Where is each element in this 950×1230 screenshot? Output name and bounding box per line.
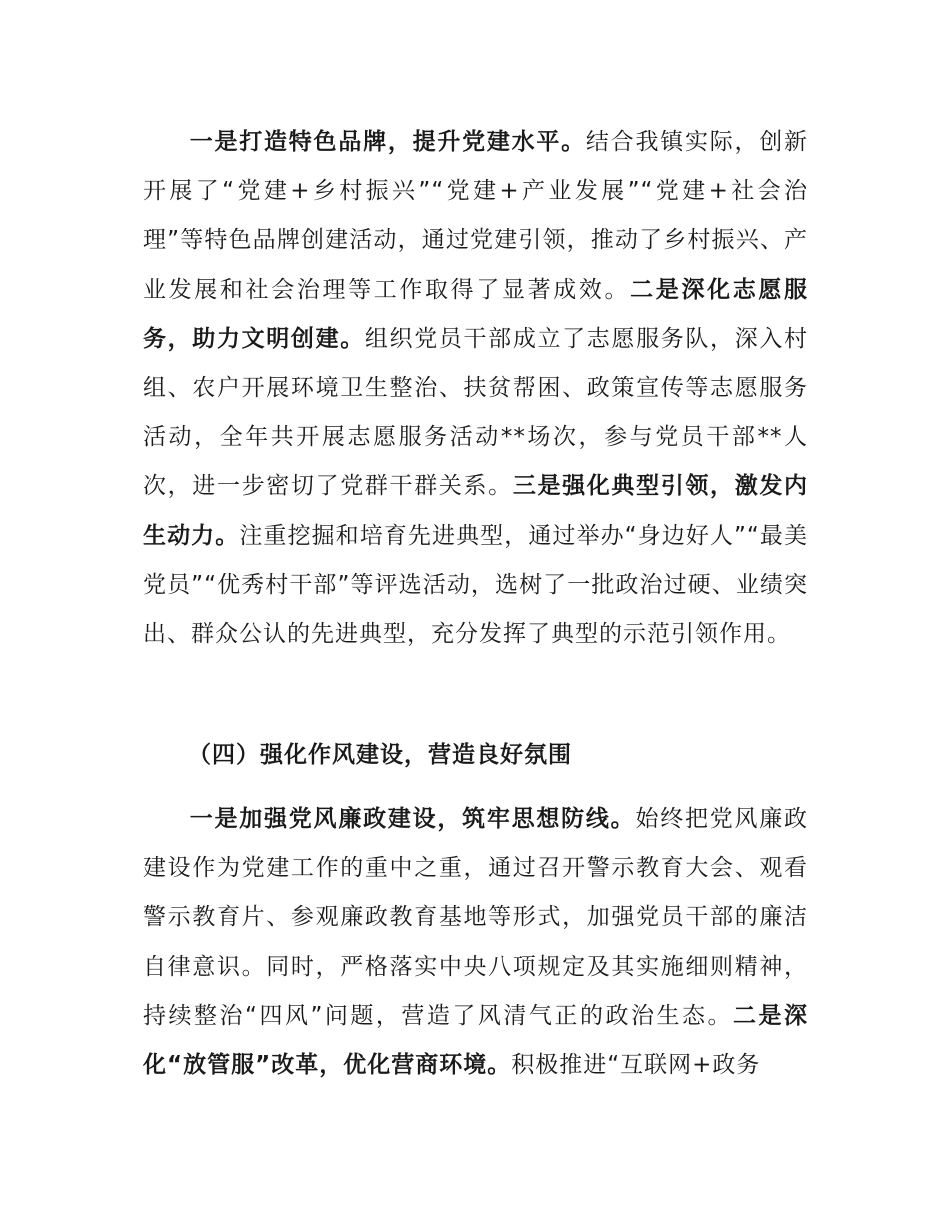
paragraph-text: 积极推进“互联网+政务: [511, 1052, 761, 1079]
paragraph-text: 始终把党风廉政建设作为党建工作的重中之重，通过召开警示教育大会、观看警示教育片、参观廉政教育基地等形式，加强党员干部的廉洁自律意识。同时，严格落实中央八项规定及其实施细则精神，持续整治“四风”问题，营造了风清气正的政治生态。: [143, 806, 809, 1029]
paragraph-text: 结合我镇实际，创新开展了“党建+乡村振兴”“党建+产业发展”“党建+社会治理”等特色品牌创建活动，通过党建引领，推动了乡村振兴、产业发展和社会治理等工作取得了显著成效。: [143, 129, 809, 303]
key-point-3: 三是强化典型引领，激发内生动力。: [143, 473, 809, 549]
body-paragraph-2: [143, 795, 808, 1090]
key-point-1: 一是打造特色品牌，提升党建水平。: [189, 129, 586, 155]
key-point-2: 二是深化志愿服务，助力文明创建。: [143, 276, 809, 352]
section-heading: （四）强化作风建设，营造良好氛围: [188, 742, 572, 768]
key-point-2: 二是深化“放管服”改革，优化营商环境。: [143, 1002, 808, 1079]
paragraph-text: 组织党员干部成立了志愿服务队，深入村组、农户开展环境卫生整治、扶贫帮困、政策宣传等志愿服务活动，全年共开展志愿服务活动**场次，参与党员干部**人次，进一步密切了党群干群关系。: [143, 325, 809, 500]
body-paragraph-1: [143, 118, 808, 659]
key-point-1: 一是加强党风廉政建设，筑牢思想防线。: [189, 806, 636, 832]
paragraph-text: 注重挖掘和培育先进典型，通过举办“身边好人”“最美党员”“优秀村干部”等评选活动，选树了一批政治过硬、业绩突出、群众公认的先进典型，充分发挥了典型的示范引领作用。: [143, 522, 809, 648]
